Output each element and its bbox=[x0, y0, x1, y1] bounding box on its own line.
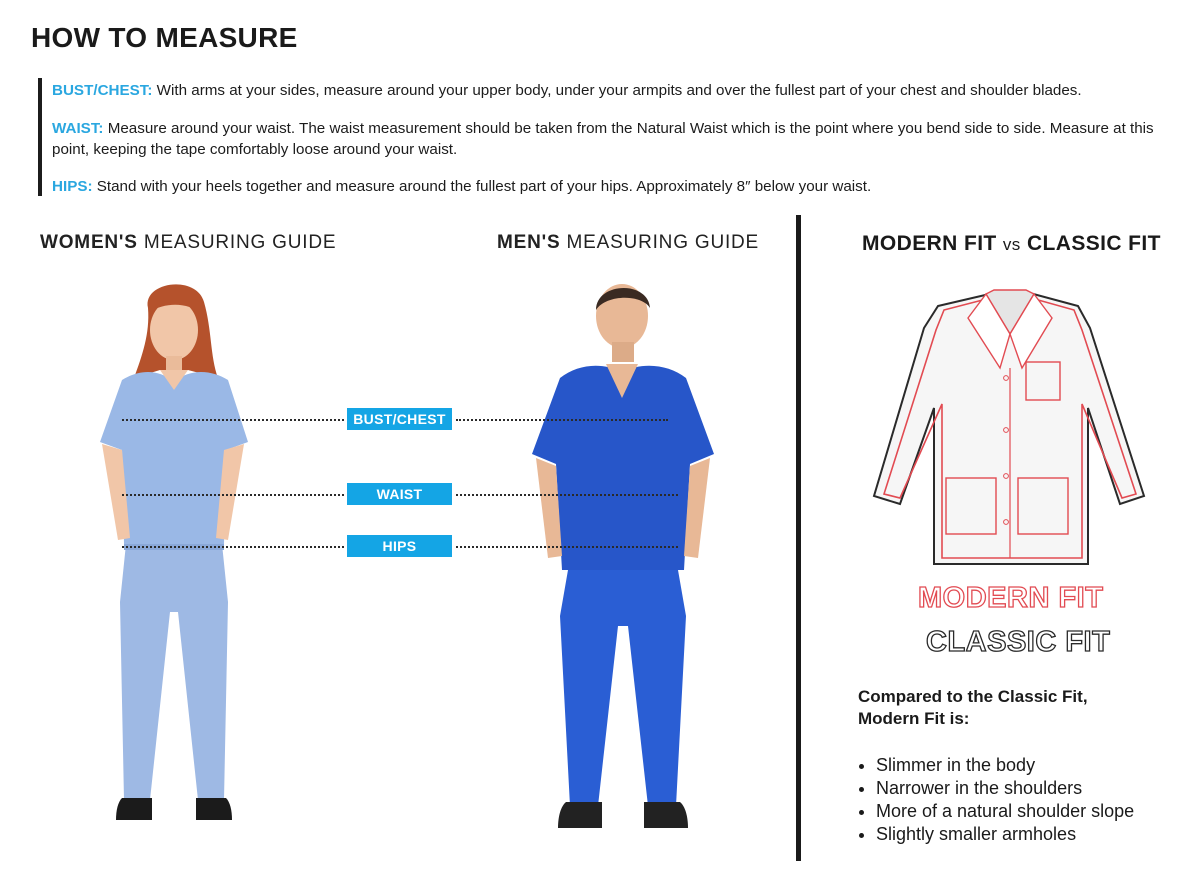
fit-title-vs: vs bbox=[1002, 235, 1021, 254]
fit-title-modern: MODERN FIT bbox=[862, 232, 997, 255]
waist-line-men bbox=[456, 494, 678, 496]
list-item: Slimmer in the body bbox=[858, 754, 1134, 777]
definition-waist bbox=[52, 118, 1172, 160]
bust-chest-label: BUST/CHEST bbox=[347, 408, 452, 430]
compare-line-2: Modern Fit is: bbox=[858, 709, 970, 728]
list-item: Narrower in the shoulders bbox=[858, 777, 1134, 800]
woman-figure-illustration bbox=[78, 272, 268, 842]
legend-classic-fit: CLASSIC FIT bbox=[926, 626, 1111, 658]
definition-hips bbox=[52, 176, 1172, 197]
man-figure-illustration bbox=[518, 276, 728, 841]
lab-coat-diagram bbox=[860, 288, 1150, 568]
fit-title-classic: CLASSIC FIT bbox=[1026, 232, 1161, 255]
definition-text: Stand with your heels together and measure around the fullest part of your hips. Approximately 8″ below your waist. bbox=[96, 178, 872, 195]
womens-guide-title bbox=[40, 232, 336, 254]
mens-guide-bold: MEN'S bbox=[497, 232, 561, 253]
hips-line-women bbox=[122, 546, 344, 548]
definition-term: HIPS: bbox=[52, 178, 93, 195]
bust-line-men bbox=[456, 419, 668, 421]
mens-guide-rest: MEASURING GUIDE bbox=[566, 232, 760, 253]
definition-text: Measure around your waist. The waist measurement should be taken from the Natural Waist which is the point where you bend side to side. Measure at this point, keeping the tape comfortably loose around your waist. bbox=[52, 120, 1154, 158]
fit-differences-list bbox=[858, 754, 1134, 846]
legend-modern-fit: MODERN FIT bbox=[918, 582, 1104, 614]
compare-line-1: Compared to the Classic Fit, bbox=[858, 687, 1088, 706]
list-item: Slightly smaller armholes bbox=[858, 823, 1134, 846]
page-title: HOW TO MEASURE bbox=[31, 22, 298, 53]
bust-line-women bbox=[122, 419, 344, 421]
waist-line-women bbox=[122, 494, 344, 496]
womens-guide-rest: MEASURING GUIDE bbox=[143, 232, 337, 253]
hips-label: HIPS bbox=[347, 535, 452, 557]
list-item: More of a natural shoulder slope bbox=[858, 800, 1134, 823]
definition-bust bbox=[52, 80, 1172, 101]
womens-guide-bold: WOMEN'S bbox=[40, 232, 138, 253]
hips-line-men bbox=[456, 546, 678, 548]
fit-comparison-intro bbox=[858, 686, 1178, 730]
definition-term: WAIST: bbox=[52, 120, 104, 137]
measurement-definitions bbox=[38, 78, 1172, 196]
section-divider bbox=[796, 215, 801, 861]
fit-comparison-title bbox=[862, 232, 1161, 256]
definition-term: BUST/CHEST: bbox=[52, 82, 153, 99]
definition-text: With arms at your sides, measure around your upper body, under your armpits and over the fullest part of your chest and shoulder blades. bbox=[156, 82, 1082, 99]
mens-guide-title bbox=[497, 232, 759, 254]
waist-label: WAIST bbox=[347, 483, 452, 505]
